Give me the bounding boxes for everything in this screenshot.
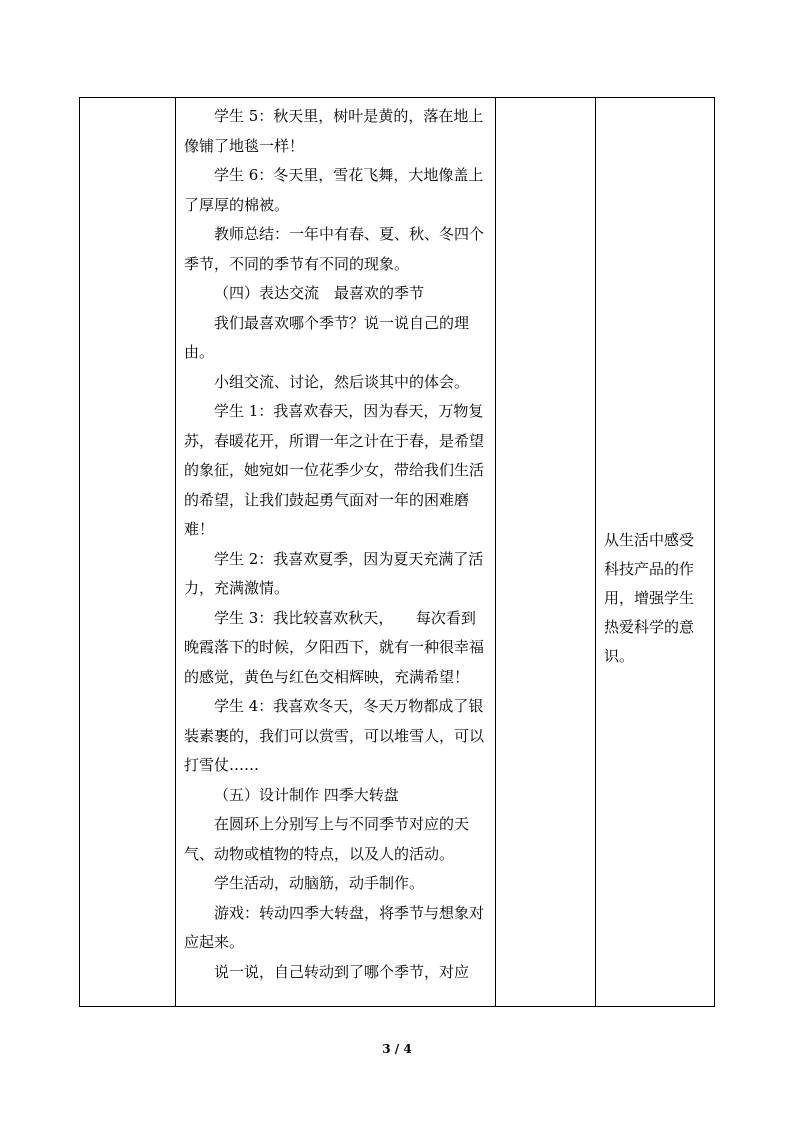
table-column-1 bbox=[80, 98, 176, 1006]
table-column-3 bbox=[496, 98, 596, 1006]
paragraph-5: 我们最喜欢哪个季节？说一说自己的理由。 bbox=[184, 313, 470, 361]
lesson-table bbox=[79, 97, 715, 1007]
paragraph-6: 小组交流、讨论，然后谈其中的体会。 bbox=[214, 372, 470, 391]
page-number: 3 / 4 bbox=[382, 1042, 412, 1056]
design-intent-note: 从生活中感受科技产品的作用，增强学生热爱科学的意识。 bbox=[604, 531, 695, 665]
paragraph-15: 说一说，自己转动到了哪个季节，对应 bbox=[214, 962, 470, 981]
paragraph-8: 学生 2：我喜欢夏季，因为夏天充满了活力，充满激情。 bbox=[184, 549, 484, 597]
section-heading-5: （五）设计制作 四季大转盘 bbox=[214, 785, 399, 804]
table-column-teaching-process bbox=[176, 98, 496, 1006]
paragraph-13: 学生活动，动脑筋，动手制作。 bbox=[214, 874, 425, 892]
section-heading-4: （四）表达交流 最喜欢的季节 bbox=[214, 284, 425, 302]
paragraph-3: 教师总结：一年中有春、夏、秋、冬四个季节，不同的季节有不同的现象。 bbox=[184, 225, 485, 273]
paragraph-2: 学生 6：冬天里，雪花飞舞，大地像盖上了厚厚的棉被。 bbox=[184, 166, 484, 214]
paragraph-9: 学生 3：我比较喜欢秋天， 每次看到晚霞落下的时候，夕阳西下，就有一种很幸福的感觉，黄色与红色交相辉映，充满希望！ bbox=[184, 608, 485, 686]
paragraph-14: 游戏：转动四季大转盘，将季节与想象对应起来。 bbox=[184, 903, 485, 951]
paragraph-7: 学生 1：我喜欢春天，因为春天，万物复苏，春暖花开，所谓一年之计在于春，是希望的象征，她宛如一位花季少女，带给我们生活的希望，让我们鼓起勇气面对一年的困难磨难！ bbox=[184, 402, 485, 538]
paragraph-1: 学生 5：秋天里，树叶是黄的，落在地上像铺了地毯一样！ bbox=[184, 107, 484, 155]
teaching-content bbox=[184, 102, 490, 987]
paragraph-10: 学生 4：我喜欢冬天，冬天万物都成了银装素裹的，我们可以赏雪，可以堆雪人，可以打雪仗…… bbox=[184, 697, 485, 774]
table-column-design-intent bbox=[596, 98, 714, 1006]
paragraph-12: 在圆环上分别写上与不同季节对应的天气、动物或植物的特点，以及人的活动。 bbox=[184, 815, 470, 863]
